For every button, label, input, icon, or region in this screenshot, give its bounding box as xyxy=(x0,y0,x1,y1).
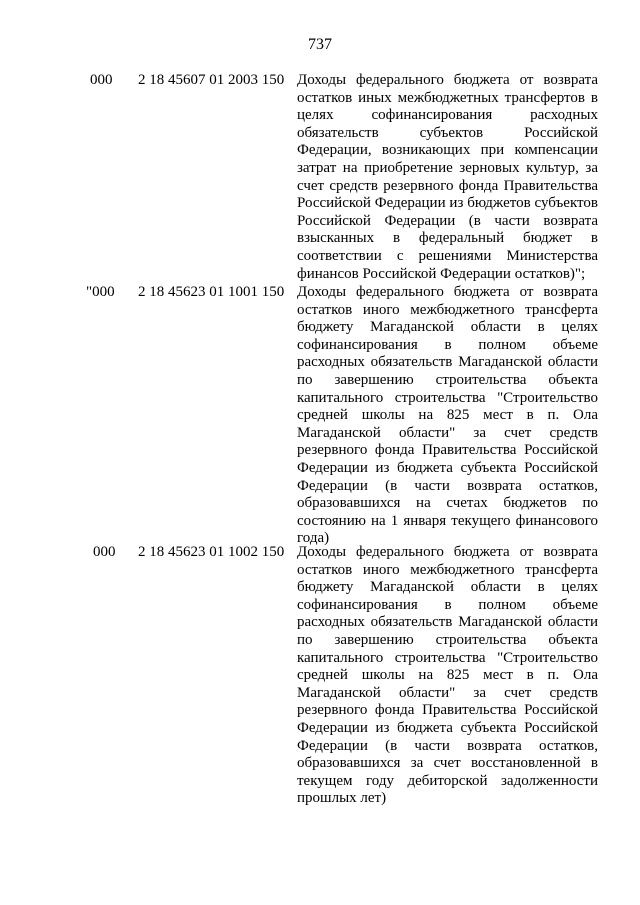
description-line: расходных обязательств Магаданской области xyxy=(297,614,598,631)
income-description xyxy=(297,284,598,548)
description-line: Доходы федерального бюджета от возврата xyxy=(297,544,598,560)
description-line: Федерации из бюджета субъекта Российской xyxy=(297,719,598,736)
description-line: остатков иного межбюджетного трансферта xyxy=(297,561,598,578)
income-description xyxy=(297,544,598,808)
description-line: софинансирования в полном объеме xyxy=(297,596,598,613)
description-line: года) xyxy=(297,530,330,547)
description-line: образовавшихся на счетах бюджетов по xyxy=(297,495,598,512)
description-line: Федерации (в части возврата остатков, xyxy=(297,737,598,754)
description-line: взысканных в федеральный бюджет в xyxy=(297,230,598,247)
description-line: софинансирования в полном объеме xyxy=(297,336,598,353)
admin-code: 000 xyxy=(93,544,116,560)
description-line: обязательств субъектов Российской xyxy=(297,124,598,141)
description-line: прошлых лет) xyxy=(297,790,387,807)
admin-code: 000 xyxy=(90,72,113,88)
description-line: резервного фонда Правительства Российской xyxy=(297,702,598,719)
description-line: состоянию на 1 января текущего финансового xyxy=(297,512,598,529)
income-description xyxy=(297,72,598,283)
description-line: остатков иного межбюджетного трансферта xyxy=(297,301,598,318)
description-line: образовавшихся за счет восстановленной в xyxy=(297,755,598,772)
page-number: 737 xyxy=(308,36,332,53)
description-line: бюджету Магаданской области в целях xyxy=(297,319,598,336)
description-line: Федерации (в части возврата остатков, xyxy=(297,477,598,494)
description-line: Доходы федерального бюджета от возврата xyxy=(297,72,598,88)
description-line: средней школы на 825 мест в п. Ола xyxy=(297,407,598,424)
description-line: остатков иных межбюджетных трансфертов в xyxy=(297,89,598,106)
description-line: по завершению строительства объекта xyxy=(297,371,598,388)
budget-classification-code: 2 18 45623 01 1002 150 xyxy=(138,544,285,560)
description-line: по завершению строительства объекта xyxy=(297,631,598,648)
description-line: резервного фонда Правительства Российской xyxy=(297,442,598,459)
admin-code: "000 xyxy=(86,284,115,300)
description-line: соответствии с решениями Министерства xyxy=(297,247,598,264)
description-line: Федерации из бюджета субъекта Российской xyxy=(297,459,598,476)
description-line: Федерации, возникающих при компенсации xyxy=(297,142,598,159)
description-line: текущем году дебиторской задолженности xyxy=(297,772,598,789)
description-line: финансов Российской Федерации остатков)"; xyxy=(297,265,586,282)
description-line: Российской Федерации из бюджетов субъектов xyxy=(297,195,598,212)
description-line: капитального строительства "Строительство xyxy=(297,649,598,666)
budget-classification-code: 2 18 45607 01 2003 150 xyxy=(138,72,285,88)
budget-classification-code: 2 18 45623 01 1001 150 xyxy=(138,284,285,300)
description-line: Магаданской области" за счет средств xyxy=(297,684,598,701)
description-line: расходных обязательств Магаданской области xyxy=(297,354,598,371)
description-line: целях софинансирования расходных xyxy=(297,107,598,124)
description-line: капитального строительства "Строительство xyxy=(297,389,598,406)
description-line: средней школы на 825 мест в п. Ола xyxy=(297,667,598,684)
description-line: Российской Федерации (в части возврата xyxy=(297,212,598,229)
description-line: бюджету Магаданской области в целях xyxy=(297,579,598,596)
description-line: счет средств резервного фонда Правительства xyxy=(297,177,598,194)
description-line: затрат на приобретение зерновых культур, за xyxy=(297,159,598,176)
description-line: Доходы федерального бюджета от возврата xyxy=(297,284,598,300)
description-line: Магаданской области" за счет средств xyxy=(297,424,598,441)
